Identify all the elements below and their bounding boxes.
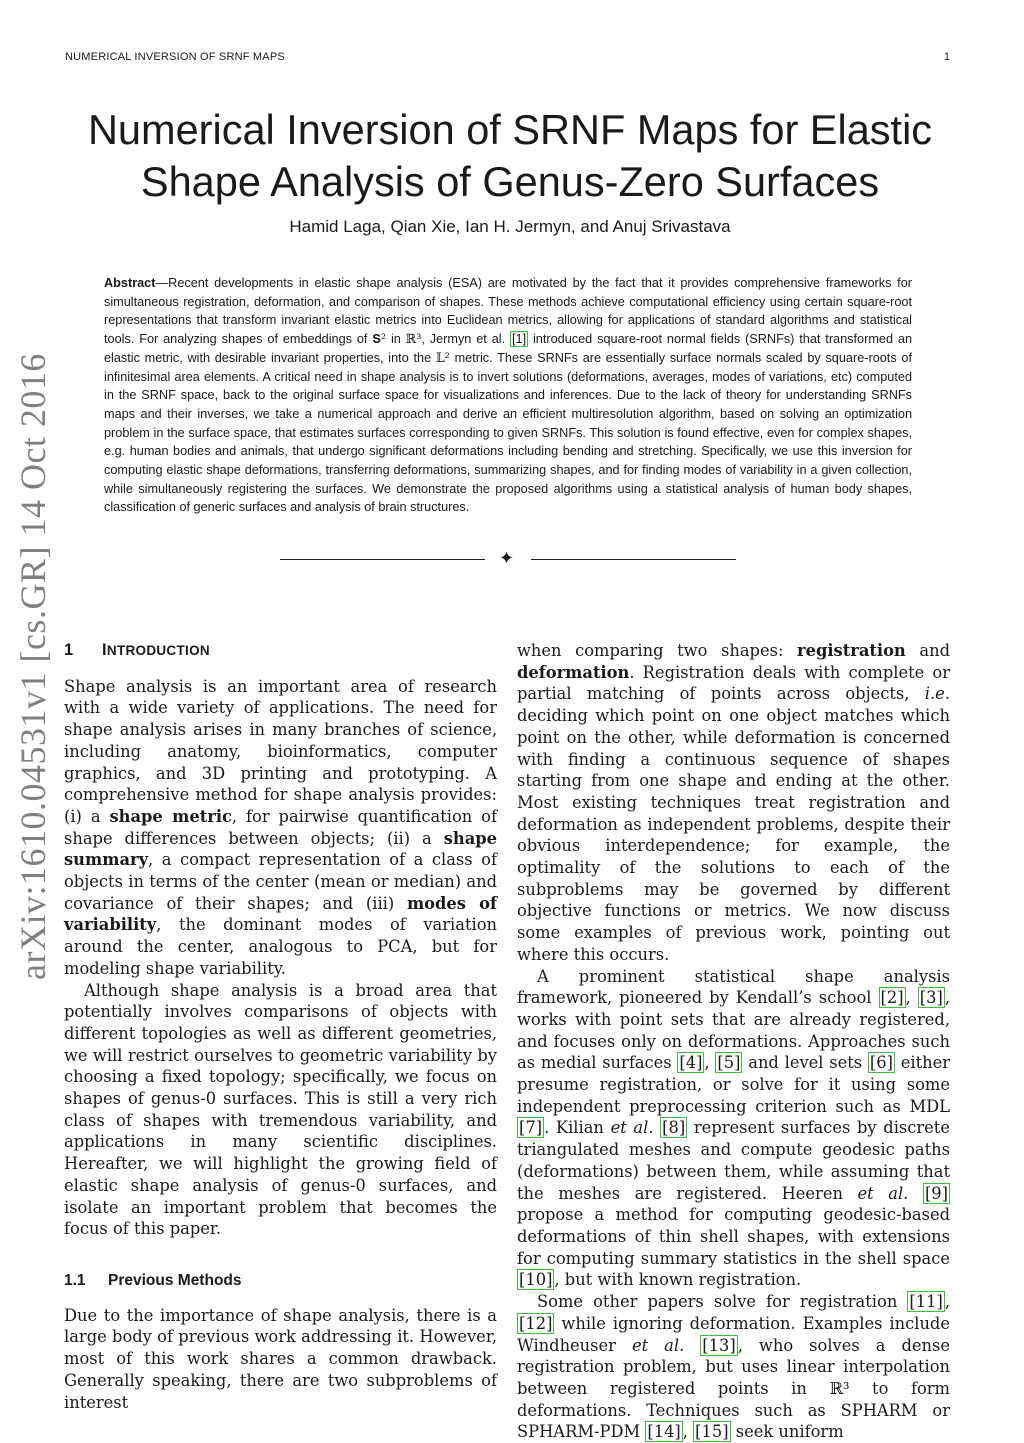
citation-link[interactable]: [9] — [924, 1183, 948, 1203]
bold-term: shape metric — [109, 806, 232, 826]
italic-term: et al. — [610, 1118, 654, 1138]
citation-link[interactable]: [13] — [702, 1335, 736, 1355]
text-run: Shape analysis is an important area of research with a wide variety of applications. The need for shape analysis arises in many branches of science, including anatomy, bioinformatics, computer graphics, and 3D printing and prototyping. A comprehensive method for shape analysis provides: (i) a — [64, 676, 497, 826]
abstract-text: , Jermyn et al. — [421, 332, 510, 347]
math-s2: 𝐒² — [372, 331, 387, 347]
subsection-heading — [64, 1270, 497, 1292]
subsection-title: Previous Methods — [108, 1271, 242, 1289]
text-run: when comparing two shapes: — [517, 641, 798, 660]
paragraph — [517, 640, 950, 966]
paragraph: Although shape analysis is a broad area that potentially involves comparisons of objects with different topologies as well as different geometries, we will restrict ourselves to geometric variability by choosing a fixed topology; specifically, we focus on shapes of genus-0 surfaces. This is still a very rich class of shapes with tremendous variability, and applications in many scientific disciplines. Hereafter, we will highlight the growing field of elastic shape analysis of genus-0 surfaces, and isolate an important problem that becomes the focus of this paper. — [64, 980, 497, 1239]
abstract-text: introduced square-root normal fields (SRNFs) that transformed an elastic metric, with desirable invariant properties, into the — [104, 332, 912, 365]
section-title-rest: NTRODUCTION — [106, 643, 210, 658]
citation-link[interactable]: [7] — [519, 1118, 543, 1138]
bold-term: shape summary — [64, 828, 497, 870]
citation-link[interactable]: [5] — [717, 1053, 741, 1073]
citation-link[interactable]: [15] — [695, 1422, 729, 1442]
abstract-text: —Recent developments in elastic shape analysis (ESA) are motivated by the fact that it provides comprehensive frameworks for simultaneous registration, deformation, and comparison of shapes. These methods achieve computational efficiency using certain square-root representations that transform invariant elastic metrics into Euclidean metrics, allowing for applications of standard algorithms and statistical tools. For analyzing shapes of embeddings of — [104, 276, 912, 347]
divider-star-icon: ✦ — [499, 548, 515, 568]
abstract-text: in — [386, 332, 406, 347]
text-run: to form deformations. Techniques such as SPHARM or SPHARM-PDM — [517, 1378, 950, 1442]
text-run — [908, 1184, 923, 1203]
page-number: 1 — [943, 51, 950, 63]
math-r3: ℝ³ — [829, 1378, 850, 1398]
section-title-initial: I — [102, 641, 107, 659]
paragraph — [517, 966, 950, 1292]
text-run: , works with point sets that are already registered, and focuses only on deformations. Approaches such as medial surfaces — [517, 988, 950, 1073]
bold-term: registration — [797, 641, 906, 660]
paragraph — [517, 1291, 950, 1443]
citation-link[interactable]: [1] — [512, 332, 527, 347]
text-run: . Registration deals with complete or partial matching of points across objects, — [517, 662, 950, 704]
section-heading — [64, 640, 497, 662]
section-number: 1 — [64, 641, 74, 659]
subsection-number: 1.1 — [64, 1271, 86, 1289]
citation-link[interactable]: [10] — [519, 1270, 553, 1290]
bold-term: deformation — [517, 662, 630, 682]
text-run: represent surfaces by discrete triangulated meshes and compute geodesic paths (deformations) between them, while assuming that the meshes are registered. Heeren — [517, 1118, 950, 1203]
math-l2: 𝕃² — [435, 349, 450, 365]
section-divider — [280, 550, 736, 570]
text-run: deciding which point on one object matches which point on the other, while deformation is concerned with finding a continuous sequence of shapes starting from one shape and ending at the other. Most existing techniques treat registration and deformation as independent problems, despite their obvious interdependence; for example, the optimality of the solutions to each of the subproblems may be governed by different objective functions or metrics. We now discuss some examples of previous work, pointing out where this occurs. — [517, 706, 950, 964]
abstract-text: metric. These SRNFs are essentially surface normals scaled by square-roots of infinitesimal area elements. A critical need in shape analysis is to invert solutions (deformations, averages, modes of variations, etc) computed in the SRNF space, back to the original surface space for visualizations and inferences. Due to the lack of theory for understanding SRNFs maps and their inverses, we take a numerical approach and derive an efficient multiresolution algorithm, based on solving an optimization problem in the surface space, that estimates surfaces corresponding to given SRNFs. This solution is found effective, even for complex shapes, e.g. human bodies and animals, that undergo significant deformations including bending and stretching. Specifically, we use this inversion for computing elastic shape deformations, transferring deformations, summarizing shapes, and for finding modes of variability in a given collection, while simultaneously registering the surfaces. We demonstrate the proposed algorithms using a statistical analysis of human body shapes, classification of generic surfaces and analysis of brain structures. — [104, 350, 912, 515]
text-run: , — [682, 1422, 694, 1442]
text-run: , but with known registration. — [554, 1270, 802, 1290]
text-run: , for pairwise quantification of shape differences between objects; (ii) a — [64, 806, 497, 848]
italic-term: i.e. — [924, 684, 950, 704]
abstract-label: Abstract — [104, 276, 156, 290]
citation-link[interactable]: [12] — [519, 1313, 553, 1333]
running-head: NUMERICAL INVERSION OF SRNF MAPS — [65, 51, 285, 63]
text-run: either presume registration, or solve for it using some independent preprocessing criterion such as MDL — [517, 1053, 951, 1116]
left-column — [64, 640, 497, 1413]
text-run: . Kilian — [544, 1118, 611, 1138]
text-run: and level sets — [742, 1053, 868, 1073]
text-run: , who solves a dense registration problem, but uses linear interpolation between registered points in — [517, 1335, 950, 1398]
citation-link[interactable]: [8] — [662, 1118, 686, 1138]
bold-term: modes of variability — [64, 893, 498, 935]
text-run: , the dominant modes of variation around the center, analogous to PCA, but for modeling shape variability. — [64, 915, 497, 978]
text-run: , — [704, 1053, 716, 1073]
citation-link[interactable]: [6] — [869, 1053, 893, 1073]
right-column — [517, 640, 950, 1443]
paper-title: Numerical Inversion of SRNF Maps for Elastic Shape Analysis of Genus-Zero Surfaces — [87, 106, 933, 205]
paragraph — [64, 676, 497, 980]
text-run: and — [905, 641, 950, 660]
citation-link[interactable]: [4] — [679, 1053, 703, 1073]
citation-link[interactable]: [11] — [909, 1292, 943, 1312]
divider-rule-right — [531, 559, 736, 560]
italic-term: et al. — [631, 1335, 685, 1355]
text-run: , — [944, 1292, 950, 1312]
text-run: , a compact representation of a class of objects in terms of the center (mean or median) and covariance of their shapes; and (iii) — [64, 850, 497, 913]
text-run: , — [905, 988, 918, 1008]
divider-rule-left — [280, 559, 485, 560]
text-run: A prominent statistical shape analysis framework, pioneered by Kendall’s school — [517, 966, 950, 1008]
text-run: Some other papers solve for registration — [537, 1292, 908, 1312]
text-run — [684, 1336, 700, 1355]
text-run: propose a method for computing geodesic-based deformations of thin shell shapes, with extensions for computing summary statistics in the shell space — [517, 1205, 950, 1268]
citation-link[interactable]: [2] — [880, 988, 904, 1008]
italic-term: et al. — [857, 1183, 909, 1203]
arxiv-identifier: arXiv:1610.04531v1 [cs.GR] 14 Oct 2016 — [13, 353, 53, 980]
paragraph: Due to the importance of shape analysis, there is a large body of previous work addressing it. However, most of this work shares a common drawback. Generally speaking, there are two subproblems of interest — [64, 1305, 497, 1412]
text-run: while ignoring deformation. Examples include Windheuser — [517, 1313, 950, 1355]
citation-link[interactable]: [14] — [647, 1422, 681, 1442]
citation-link[interactable]: [3] — [919, 988, 943, 1008]
authors: Hamid Laga, Qian Xie, Ian H. Jermyn, and Anuj Srivastava — [289, 217, 731, 236]
abstract — [104, 274, 912, 517]
math-r3: ℝ³ — [405, 331, 422, 347]
text-run: seek uniform — [730, 1422, 844, 1442]
